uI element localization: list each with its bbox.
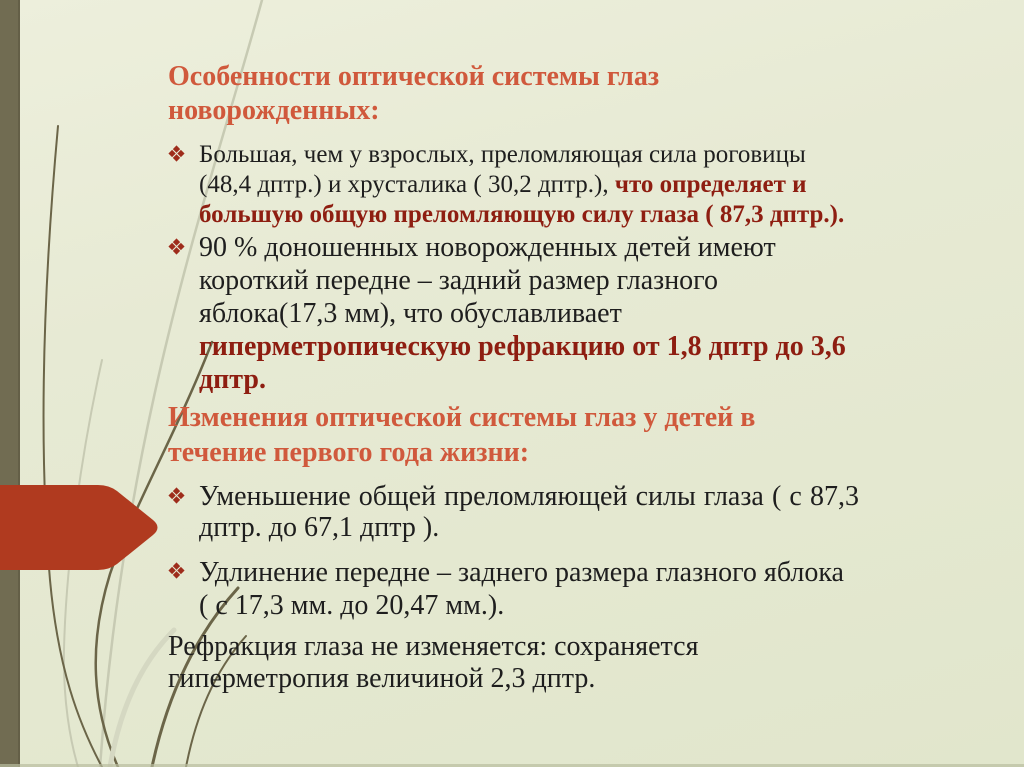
closing-paragraph: Рефракция глаза не изменяется: сохраняется гиперметропия величиной 2,3 дптр. — [168, 631, 699, 694]
bullet-text — [199, 556, 859, 622]
bullet-text-normal: Удлинение передне – заднего размера глазного яблока ( с 17,3 мм. до 20,47 мм.). — [199, 557, 844, 621]
bullet-item-2 — [168, 231, 859, 396]
bullet-item-4 — [168, 556, 859, 622]
bullet-item-1 — [168, 140, 859, 230]
bullet-diamond-icon — [168, 487, 185, 504]
bullet-text — [199, 140, 859, 230]
bullet-text-emphasis: гиперметропическую рефракцию от 1,8 дптр до 3,6 дптр. — [199, 331, 846, 395]
bullet-diamond-icon — [168, 562, 185, 579]
bullet-text-normal: Уменьшение общей преломляющей силы глаза ( с 87,3 дптр. до 67,1 дптр ). — [199, 481, 859, 543]
bullet-diamond-icon — [168, 238, 185, 255]
slide-title: Особенности оптической системы глаз новорожденных: — [168, 61, 660, 126]
bullet-text-emphasis: что определяет и большую общую преломляющую силу глаза ( 87,3 дптр.). — [199, 171, 845, 228]
bullet-text-normal: 90 % доношенных новорожденных детей имеют короткий передне – задний размер глазного яблока(17,3 мм), что обуславливает — [199, 232, 776, 329]
section-subtitle: Изменения оптической системы глаз у детей в течение первого года жизни: — [168, 402, 756, 468]
bullet-text — [199, 231, 859, 396]
bullet-item-3 — [168, 481, 859, 543]
bullet-text-normal: Большая, чем у взрослых, преломляющая сила роговицы (48,4 дптр.) и хрусталика ( 30,2 дптр.), — [199, 141, 806, 198]
bullet-diamond-icon — [168, 145, 185, 162]
bullet-text — [199, 481, 859, 543]
